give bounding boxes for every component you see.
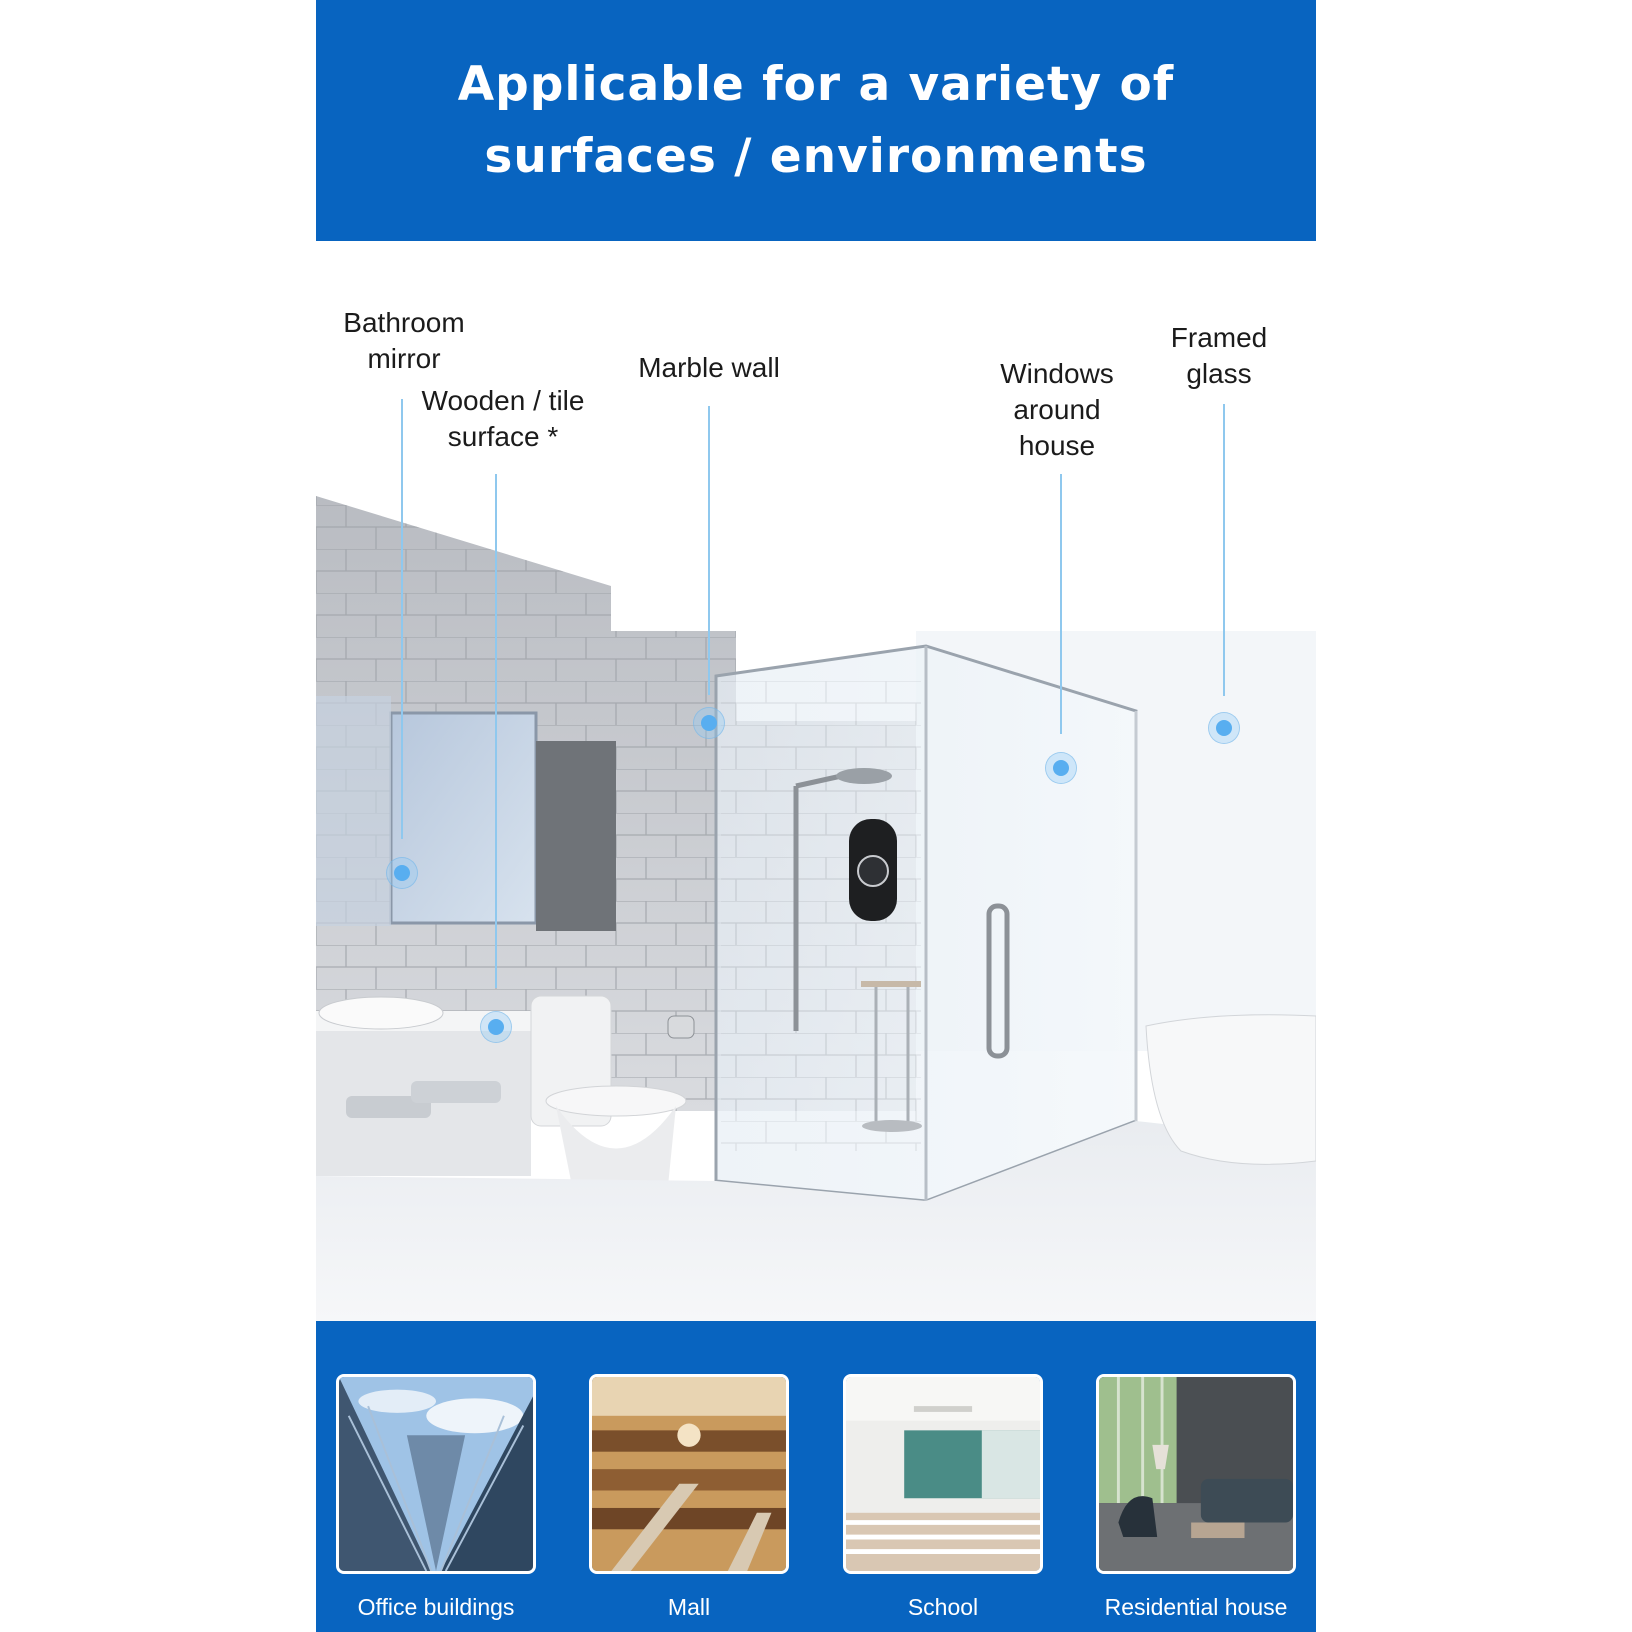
environment-card-mall[interactable]	[589, 1374, 789, 1574]
page-title-line-1: Applicable for a variety of	[457, 56, 1175, 112]
callout-framed-glass: Framed glass	[1170, 322, 1268, 389]
environment-label-residential: Residential house	[1104, 1594, 1288, 1620]
callout-bathroom-mirror: Bathroom mirror	[343, 307, 465, 374]
wooden-tile-hotspot[interactable]	[481, 1012, 511, 1042]
environment-label-office: Office buildings	[357, 1594, 515, 1620]
environment-label-school: School	[907, 1594, 979, 1620]
school-image	[846, 1377, 1040, 1571]
callout-wooden-tile: Wooden / tile surface *	[421, 385, 585, 452]
leader-line-marble-wall	[708, 406, 710, 695]
framed-glass-hotspot[interactable]	[1209, 713, 1239, 743]
marble-wall-hotspot[interactable]	[694, 708, 724, 738]
environment-card-school[interactable]	[843, 1374, 1043, 1574]
environment-card-residential[interactable]	[1096, 1374, 1296, 1574]
leader-line-windows	[1060, 474, 1062, 734]
mall-image	[592, 1377, 786, 1571]
windows-hotspot[interactable]	[1046, 753, 1076, 783]
office-buildings-image	[339, 1377, 533, 1571]
residential-house-image	[1099, 1377, 1293, 1571]
callout-marble-wall: Marble wall	[638, 352, 780, 383]
bathroom-scene	[316, 241, 1316, 1321]
leader-line-wooden-tile	[495, 474, 497, 988]
page-title	[458, 49, 1175, 193]
environment-card-office[interactable]	[336, 1374, 536, 1574]
callout-windows: Windows around house	[1000, 358, 1114, 461]
header-banner	[316, 0, 1316, 241]
environments-strip	[316, 1321, 1316, 1632]
leader-line-framed-glass	[1223, 404, 1225, 696]
leader-line-bathroom-mirror	[401, 399, 403, 839]
environment-label-mall: Mall	[667, 1594, 711, 1620]
page-title-line-2: surfaces / environments	[484, 128, 1148, 184]
bathroom-mirror-hotspot[interactable]	[387, 858, 417, 888]
